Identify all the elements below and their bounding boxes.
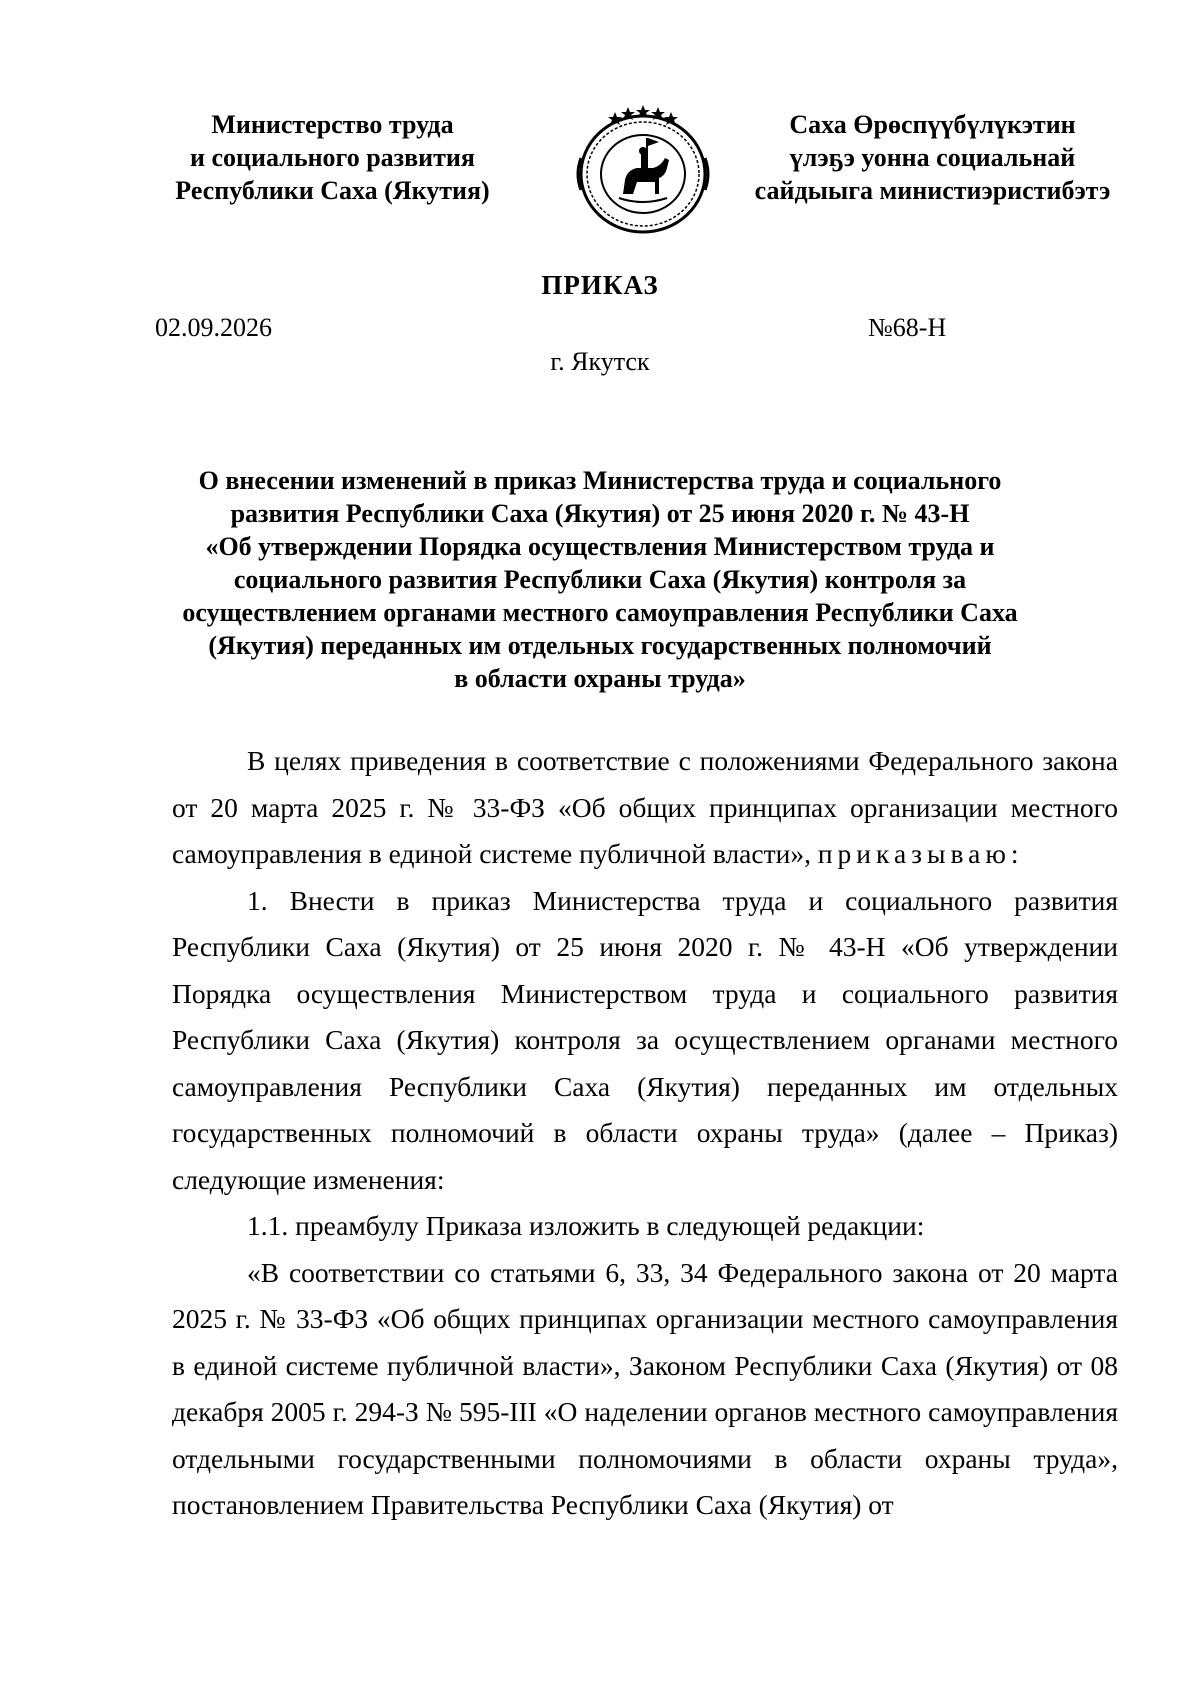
ministry-name-line: Саха Өрөспүүбүлүкэтин bbox=[789, 110, 1076, 139]
subject-line: осуществлением органами местного самоуправления Республики Саха bbox=[182, 598, 1018, 627]
command-word: приказываю: bbox=[817, 838, 1024, 869]
ministry-name-line: и социального развития bbox=[190, 143, 475, 172]
subject-line: в области охраны труда» bbox=[454, 664, 746, 693]
subject-line: социального развития Республики Саха (Якутия) контроля за bbox=[233, 565, 967, 594]
document-city: г. Якутск bbox=[550, 347, 650, 376]
subject-line: (Якутия) переданных им отдельных государственных полномочий bbox=[208, 631, 992, 660]
ministry-name-line: Министерство труда bbox=[211, 110, 454, 139]
document-date: 02.09.2026 bbox=[155, 313, 272, 342]
subject-line: «Об утверждении Порядка осуществления Министерством труда и bbox=[205, 532, 995, 561]
document-body bbox=[172, 738, 1118, 1529]
ministry-name-russian bbox=[140, 108, 525, 207]
body-paragraph-item-1-1: 1.1. преамбулу Приказа изложить в следующей редакции: bbox=[247, 1210, 925, 1241]
body-paragraph-quote: «В соответствии со статьями 6, 33, 34 Федерального закона от 20 марта 2025 г. № 33-ФЗ «Об общих принципах организации местного самоуправления в единой системе публичной власти», Законом Республики Саха (Якутия) от 08 декабря 2005 г. 294-З № 595-III «О наделении органов местного самоуправления отдельными государственными полномочиями в области охраны труда», постановлением Правительства Республики Саха (Якутия) от bbox=[172, 1256, 1118, 1520]
coat-of-arms-emblem-icon bbox=[567, 98, 719, 238]
body-paragraph-preamble bbox=[172, 738, 1118, 878]
ministry-name-yakut bbox=[735, 108, 1130, 207]
subject-line: развития Республики Саха (Якутия) от 25 июня 2020 г. № 43-Н bbox=[230, 499, 970, 528]
ministry-name-line: Республики Саха (Якутия) bbox=[175, 176, 490, 205]
ministry-name-line: үлэҕэ уонна социальнай bbox=[789, 143, 1076, 172]
subject-line: О внесении изменений в приказ Министерства труда и социального bbox=[198, 466, 1002, 495]
document-type-title: ПРИКАЗ bbox=[541, 270, 659, 300]
document-subject bbox=[150, 464, 1050, 695]
document-number: №68-Н bbox=[868, 313, 947, 342]
body-paragraph-item-1: 1. Внести в приказ Министерства труда и социального развития Республики Саха (Якутия) от 25 июня 2020 г. № 43-Н «Об утверждении Порядка осуществления Министерством труда и социального развития Республики Саха (Якутия) контроля за осуществлением органами местного самоуправления Республики Саха (Якутия) переданных им отдельных государственных полномочий в области охраны труда» (далее – Приказ) следующие изменения: bbox=[172, 884, 1118, 1195]
preamble-text: В целях приведения в соответствие с положениями Федерального закона от 20 марта 2025 г. № 33-ФЗ «Об общих принципах организации местного самоуправления в единой системе публичной власти», bbox=[172, 745, 1118, 869]
ministry-name-line: сайдыыга министиэристибэтэ bbox=[754, 176, 1111, 205]
